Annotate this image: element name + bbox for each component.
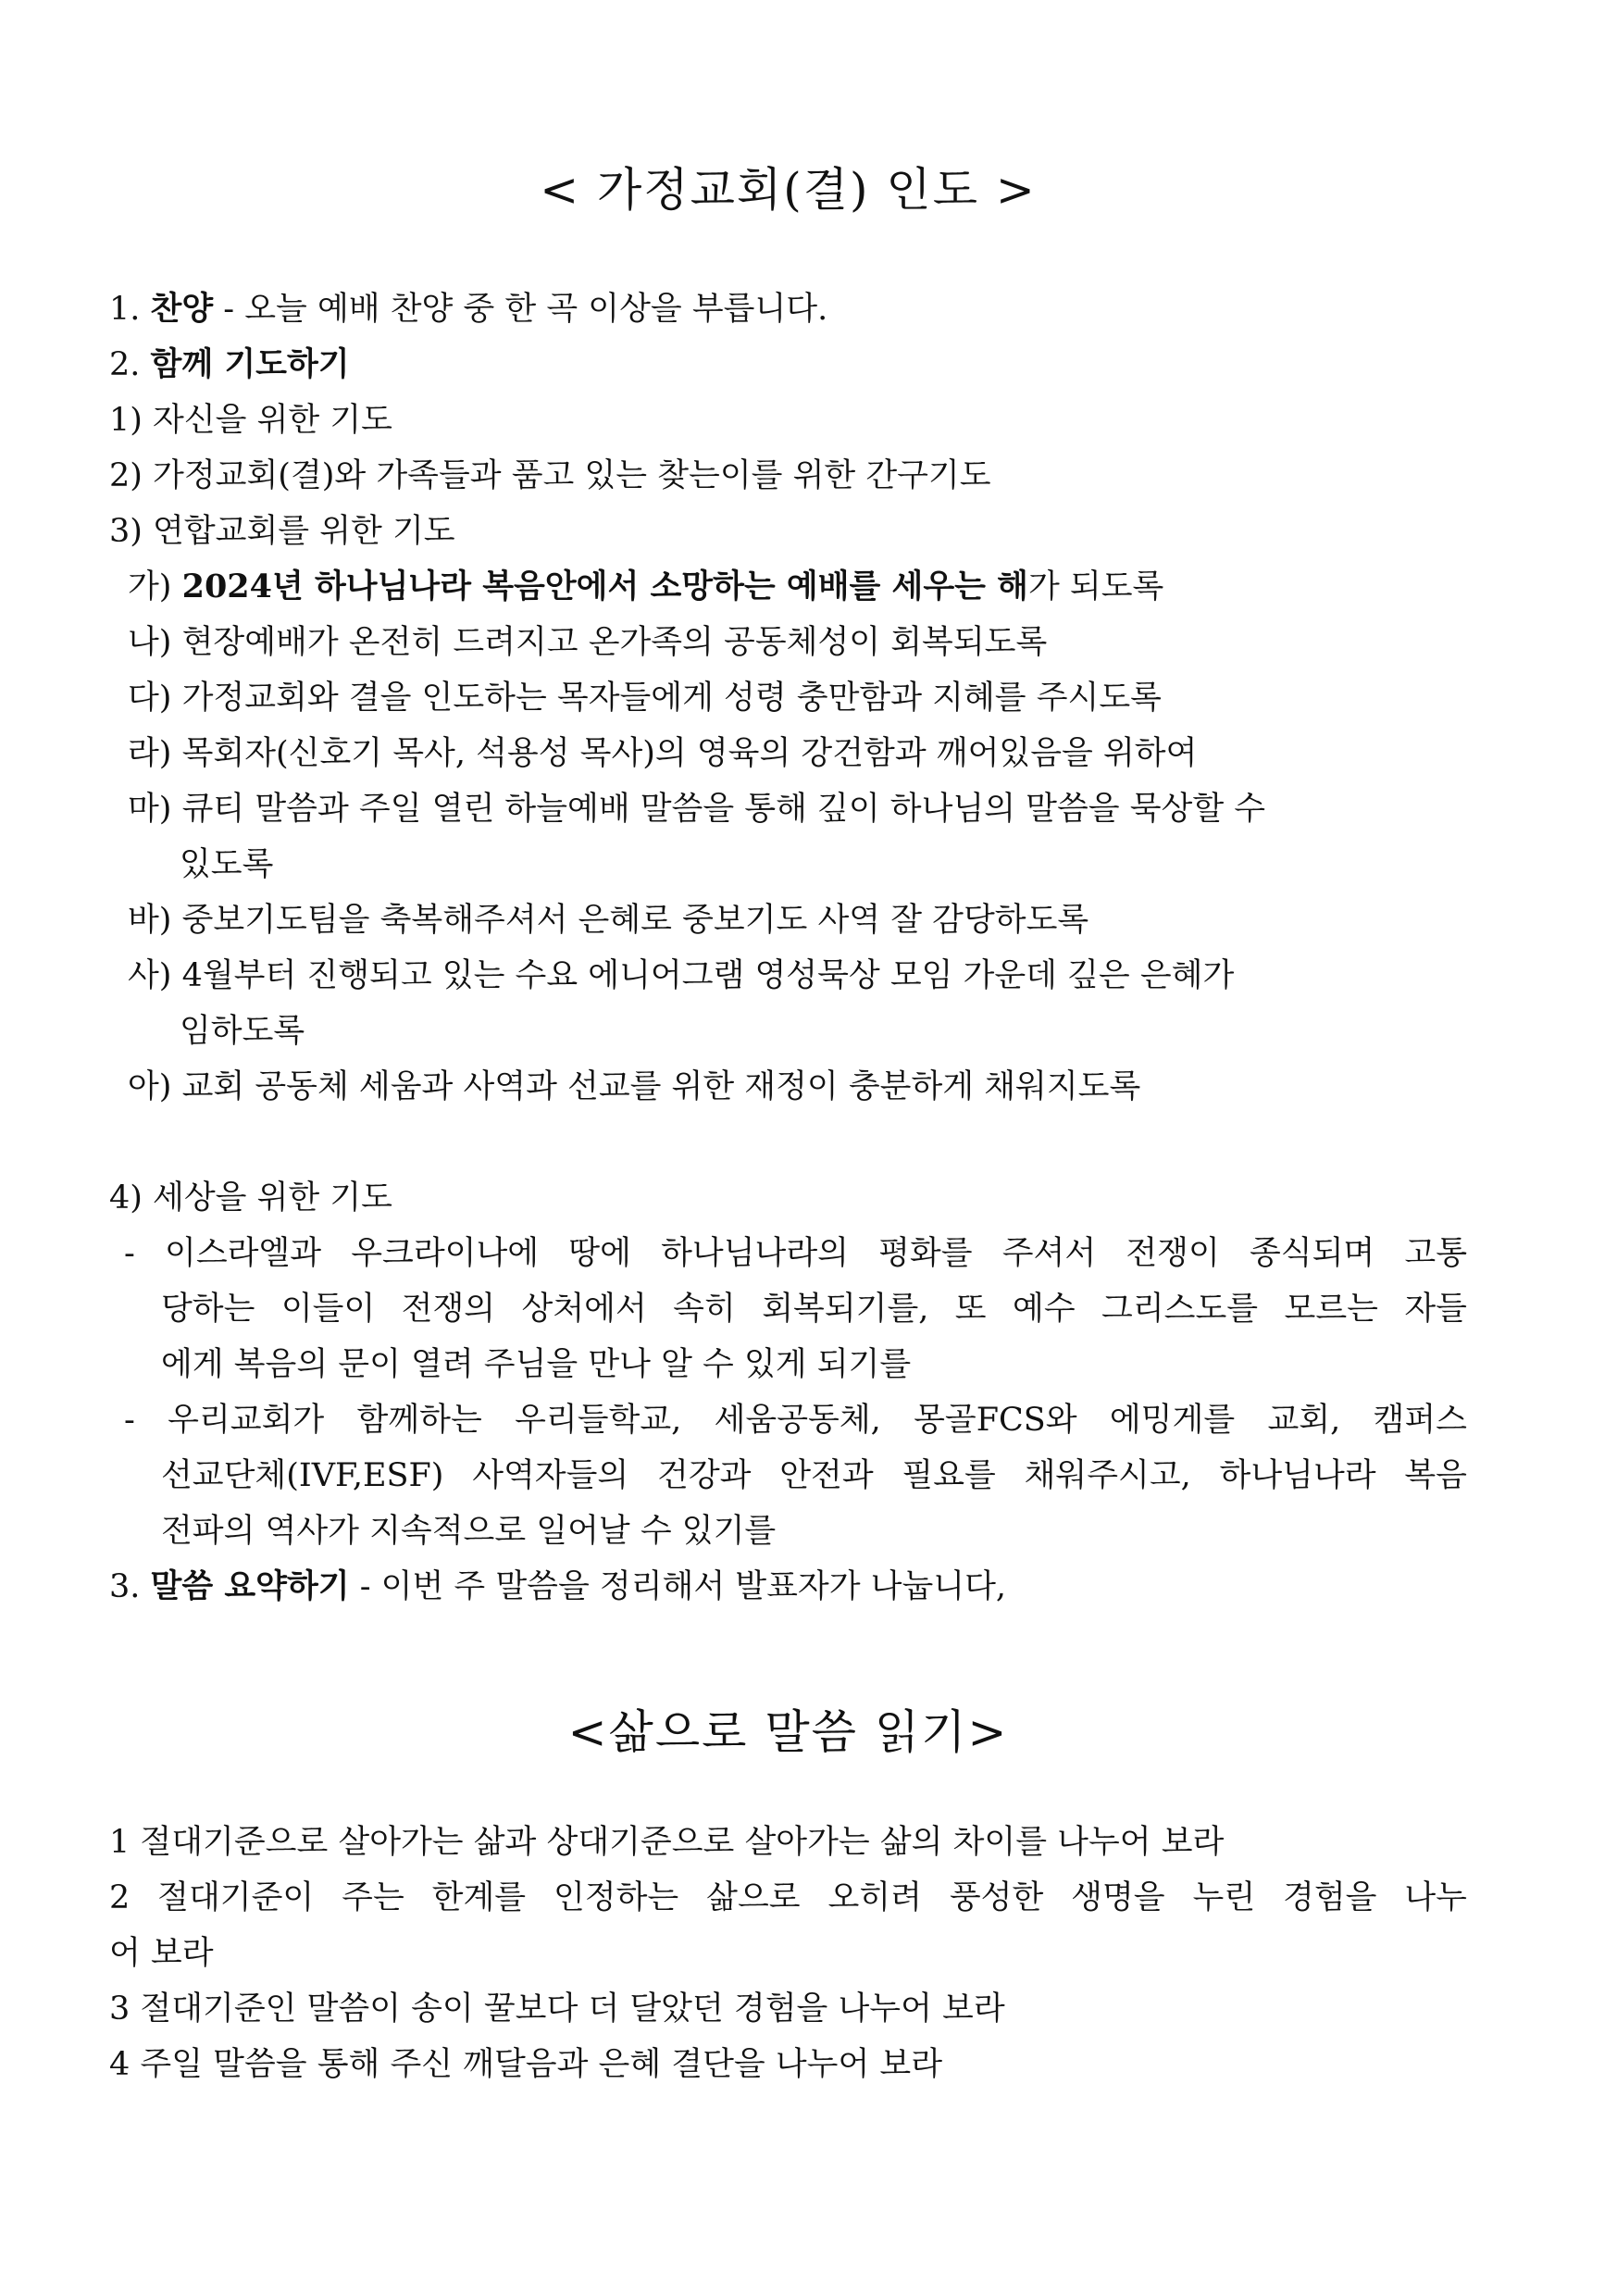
item-2-number: 2. xyxy=(109,346,141,383)
prayer-self: 1) 자신을 위한 기도 xyxy=(109,402,392,439)
item-1-praise xyxy=(109,281,1467,337)
item-1-heading: 찬양 xyxy=(150,290,214,328)
prayer-family: 2) 가정교회(결)와 가족들과 품고 있는 찾는이를 위한 간구기도 xyxy=(109,457,991,494)
church-prayer-ga xyxy=(109,559,1467,615)
question-4: 4 주일 말씀을 통해 주신 깨달음과 은혜 결단을 나누어 보라 xyxy=(109,2046,943,2083)
question-2-line-2: 어 보라 xyxy=(109,1935,214,1972)
church-prayer-ba: 바) 중보기도팀을 축복해주셔서 은혜로 중보기도 사역 잘 감당하도록 xyxy=(128,902,1089,939)
world-prayer-2-line-3: 전파의 역사가 지속적으로 일어날 수 있기를 xyxy=(161,1513,777,1550)
church-prayer-a: 아) 교회 공동체 세움과 사역과 선교를 위한 재정이 충분하게 채워지도록 xyxy=(128,1068,1141,1105)
ga-emphasis: 2024년 하나님나라 복음안에서 소망하는 예배를 세우는 해 xyxy=(181,568,1028,605)
world-prayer-2-line-2: 선교단체(IVF,ESF) 사역자들의 건강과 안전과 필요를 채워주시고, 하나님나라 복음 xyxy=(161,1457,1467,1494)
item-2-prayer xyxy=(109,337,1467,393)
question-2-line-1: 2 절대기준이 주는 한계를 인정하는 삶으로 오히려 풍성한 생명을 누린 경험을 나누 xyxy=(109,1879,1467,1916)
section-2-title: <삶으로 말씀 읽기> xyxy=(567,1705,1009,1759)
world-prayer-1-line-2: 당하는 이들이 전쟁의 상처에서 속히 회복되기를, 또 예수 그리스도를 모르는 자들 xyxy=(161,1291,1467,1328)
world-prayer-1-line-1: - 이스라엘과 우크라이나에 땅에 하나님나라의 평화를 주셔서 전쟁이 종식되며 고통 xyxy=(124,1235,1467,1272)
prayer-world: 4) 세상을 위한 기도 xyxy=(109,1179,392,1217)
item-3-number: 3. xyxy=(109,1568,141,1605)
ga-rest: 가 되도록 xyxy=(1027,568,1164,605)
world-prayer-2-line-1: - 우리교회가 함께하는 우리들학교, 세움공동체, 몽골FCS와 에밍게를 교회, 캠퍼스 xyxy=(124,1402,1467,1439)
item-3-summary xyxy=(109,1559,1467,1615)
document-title: < 가정교회(결) 인도 > xyxy=(540,163,1037,217)
item-1-number: 1. xyxy=(109,291,141,328)
item-3-text: - 이번 주 말씀을 정리해서 발표자가 나눕니다, xyxy=(349,1568,1007,1605)
church-prayer-sa: 사) 4월부터 진행되고 있는 수요 에니어그램 영성묵상 모임 가운데 깊은 은혜가 xyxy=(128,957,1235,994)
ga-prefix: 가) xyxy=(128,568,182,605)
question-1: 1 절대기준으로 살아가는 삶과 상대기준으로 살아가는 삶의 차이를 나누어 보라 xyxy=(109,1824,1225,1861)
question-3: 3 절대기준인 말씀이 송이 꿀보다 더 달았던 경험을 나누어 보라 xyxy=(109,1990,1005,2028)
church-prayer-ma-cont: 있도록 xyxy=(180,846,274,883)
item-1-text: - 오늘 예배 찬양 중 한 곡 이상을 부릅니다. xyxy=(213,291,828,328)
prayer-church: 3) 연합교회를 위한 기도 xyxy=(109,513,455,550)
item-3-heading: 말씀 요약하기 xyxy=(150,1567,350,1605)
church-prayer-ra: 라) 목회자(신호기 목사, 석용성 목사)의 영육의 강건함과 깨어있음을 위하여 xyxy=(128,735,1198,772)
spacer xyxy=(109,1115,1467,1170)
church-prayer-sa-cont: 임하도록 xyxy=(180,1013,305,1050)
world-prayer-1-line-3: 에게 복음의 문이 열려 주님을 만나 알 수 있게 되기를 xyxy=(161,1346,912,1383)
church-prayer-na: 나) 현장예배가 온전히 드려지고 온가족의 공동체성이 회복되도록 xyxy=(128,624,1048,661)
item-2-heading: 함께 기도하기 xyxy=(150,345,350,383)
church-prayer-da: 다) 가정교회와 결을 인도하는 목자들에게 성령 충만함과 지혜를 주시도록 xyxy=(128,680,1162,717)
church-prayer-ma: 마) 큐티 말씀과 주일 열린 하늘예배 말씀을 통해 깊이 하나님의 말씀을 묵상할 수 xyxy=(128,791,1266,828)
